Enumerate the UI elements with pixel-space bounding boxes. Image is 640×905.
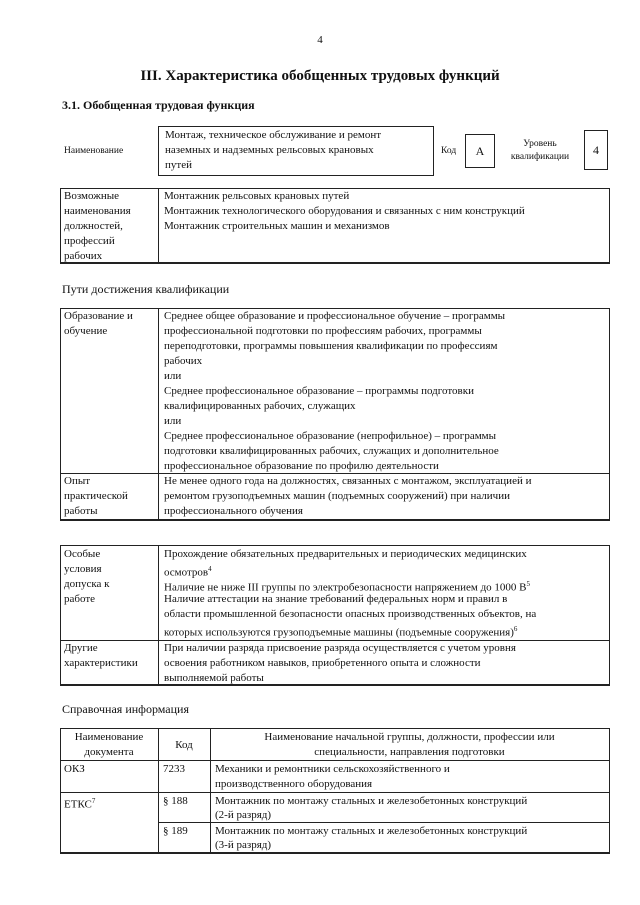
name-label: Наименование xyxy=(64,146,124,156)
other-line: При наличии разряда присвоение разряда осуществляется с учетом уровня xyxy=(164,642,516,654)
level-value: 4 xyxy=(593,143,599,157)
admission-line: Прохождение обязательных предварительных и периодических медицинских xyxy=(164,548,527,560)
education-line: профессиональное образование по профилю деятельности xyxy=(164,460,439,472)
education-line: подготовки квалифицированных рабочих, служащих и дополнительное xyxy=(164,445,499,457)
code-label: Код xyxy=(441,146,457,156)
education-line: или xyxy=(164,370,182,382)
ref-row-name: Монтажник по монтажу стальных и железобетонных конструкций xyxy=(215,795,528,807)
ref-row-name: Механики и ремонтники сельскохозяйственного и xyxy=(215,763,450,775)
ref-row-code: § 188 xyxy=(163,795,188,807)
admission-label-line: работе xyxy=(64,593,96,605)
admission-line-text: осмотров xyxy=(164,566,209,579)
ref-col-code-header: Код xyxy=(175,739,193,751)
position-item: Монтажник строительных машин и механизмов xyxy=(164,220,390,232)
admission-label-line: условия xyxy=(64,563,102,575)
ref-row-doc: ОКЗ xyxy=(64,763,85,775)
experience-line: профессионального обучения xyxy=(164,505,303,517)
reference-heading: Справочная информация xyxy=(62,702,189,716)
ref-col-name-header: Наименование начальной группы, должности, профессии или xyxy=(264,731,555,743)
education-label-line: Образование и xyxy=(64,310,133,322)
other-line: освоения работником навыков, приобретенного опыта и сложности xyxy=(164,657,481,669)
positions-label-line: профессий xyxy=(64,235,115,247)
code-value: А xyxy=(475,144,485,158)
name-value-line: наземных и надземных рельсовых крановых xyxy=(165,144,374,156)
admission-label-line: допуска к xyxy=(64,578,110,590)
position-item: Монтажник технологического оборудования и связанных с ним конструкций xyxy=(164,205,525,217)
admission-line xyxy=(164,622,517,640)
subsection-title: 3.1. Обобщенная трудовая функция xyxy=(62,98,255,112)
other-line: выполняемой работы xyxy=(164,672,264,684)
education-line: профессиональной подготовки по профессиям рабочих, программы xyxy=(164,325,482,337)
education-line: рабочих xyxy=(164,355,203,367)
name-value-box xyxy=(158,126,434,176)
education-line: Среднее общее образование и профессиональное обучение – программы xyxy=(164,310,506,322)
positions-label-line: наименования xyxy=(64,205,131,217)
name-value-line: Монтаж, техническое обслуживание и ремонт xyxy=(165,129,382,141)
ref-row-code: 7233 xyxy=(163,763,185,775)
positions-label-line: должностей, xyxy=(64,220,123,232)
admission-label-line: Особые xyxy=(64,548,101,560)
position-item: Монтажник рельсовых крановых путей xyxy=(164,190,350,202)
name-value-line: путей xyxy=(165,159,192,171)
education-line: квалифицированных рабочих, служащих xyxy=(164,400,356,412)
paths-heading: Пути достижения квалификации xyxy=(62,282,230,296)
other-label-line: Другие xyxy=(64,642,98,654)
experience-line: Не менее одного года на должностях, связанных с монтажом, эксплуатацией и xyxy=(164,475,532,487)
ref-col-doc-header: Наименование xyxy=(74,731,144,743)
level-label-line: квалификации xyxy=(510,152,570,162)
education-line: Среднее профессиональное образование (непрофильное) – программы xyxy=(164,430,497,442)
ref-col-doc-header: документа xyxy=(84,746,134,758)
experience-line: ремонтом грузоподъемных машин (подъемных сооружений) при наличии xyxy=(164,490,510,502)
level-label-line: Уровень xyxy=(523,139,557,149)
section-title: III. Характеристика обобщенных трудовых функций xyxy=(140,68,500,84)
level-value-box xyxy=(584,130,608,170)
footnote-6: 6 xyxy=(513,625,518,633)
admission-line: области промышленной безопасности опасных производственных объектов, на xyxy=(164,608,537,620)
ref-row-name: производственного оборудования xyxy=(215,778,373,790)
page-number: 4 xyxy=(317,34,323,46)
admission-line: Наличие аттестации на знание требований федеральных норм и правил в xyxy=(164,593,508,605)
experience-label-line: работы xyxy=(64,505,98,517)
ref-col-name-header: специальности, направления подготовки xyxy=(314,746,505,758)
education-line: Среднее профессиональное образование – программы подготовки xyxy=(164,385,474,397)
positions-label-line: рабочих xyxy=(64,250,103,262)
positions-label-line: Возможные xyxy=(64,190,119,202)
ref-row-name: (3-й разряд) xyxy=(215,839,272,851)
admission-line-text: которых используются грузоподъемные машины (подъемные сооружения) xyxy=(164,626,514,639)
ref-row-name: (2-й разряд) xyxy=(215,809,272,821)
ref-row-doc xyxy=(64,794,95,812)
ref-row-code: § 189 xyxy=(163,825,188,837)
code-value-box xyxy=(465,134,495,168)
education-line: переподготовки, программы повышения квалификации по профессиям xyxy=(164,340,498,352)
experience-label-line: практической xyxy=(64,490,128,502)
footnote-7: 7 xyxy=(91,797,96,805)
ref-row-name: Монтажник по монтажу стальных и железобетонных конструкций xyxy=(215,825,528,837)
ref-row-doc-text: ЕТКС xyxy=(64,798,92,811)
education-label-line: обучение xyxy=(64,325,108,337)
other-label-line: характеристики xyxy=(64,657,138,669)
experience-label-line: Опыт xyxy=(64,475,91,487)
footnote-4: 4 xyxy=(208,565,212,573)
footnote-5: 5 xyxy=(526,580,531,588)
admission-line-text: Наличие не ниже III группы по электробезопасности напряжением до 1000 В xyxy=(164,581,527,594)
education-line: или xyxy=(164,415,182,427)
